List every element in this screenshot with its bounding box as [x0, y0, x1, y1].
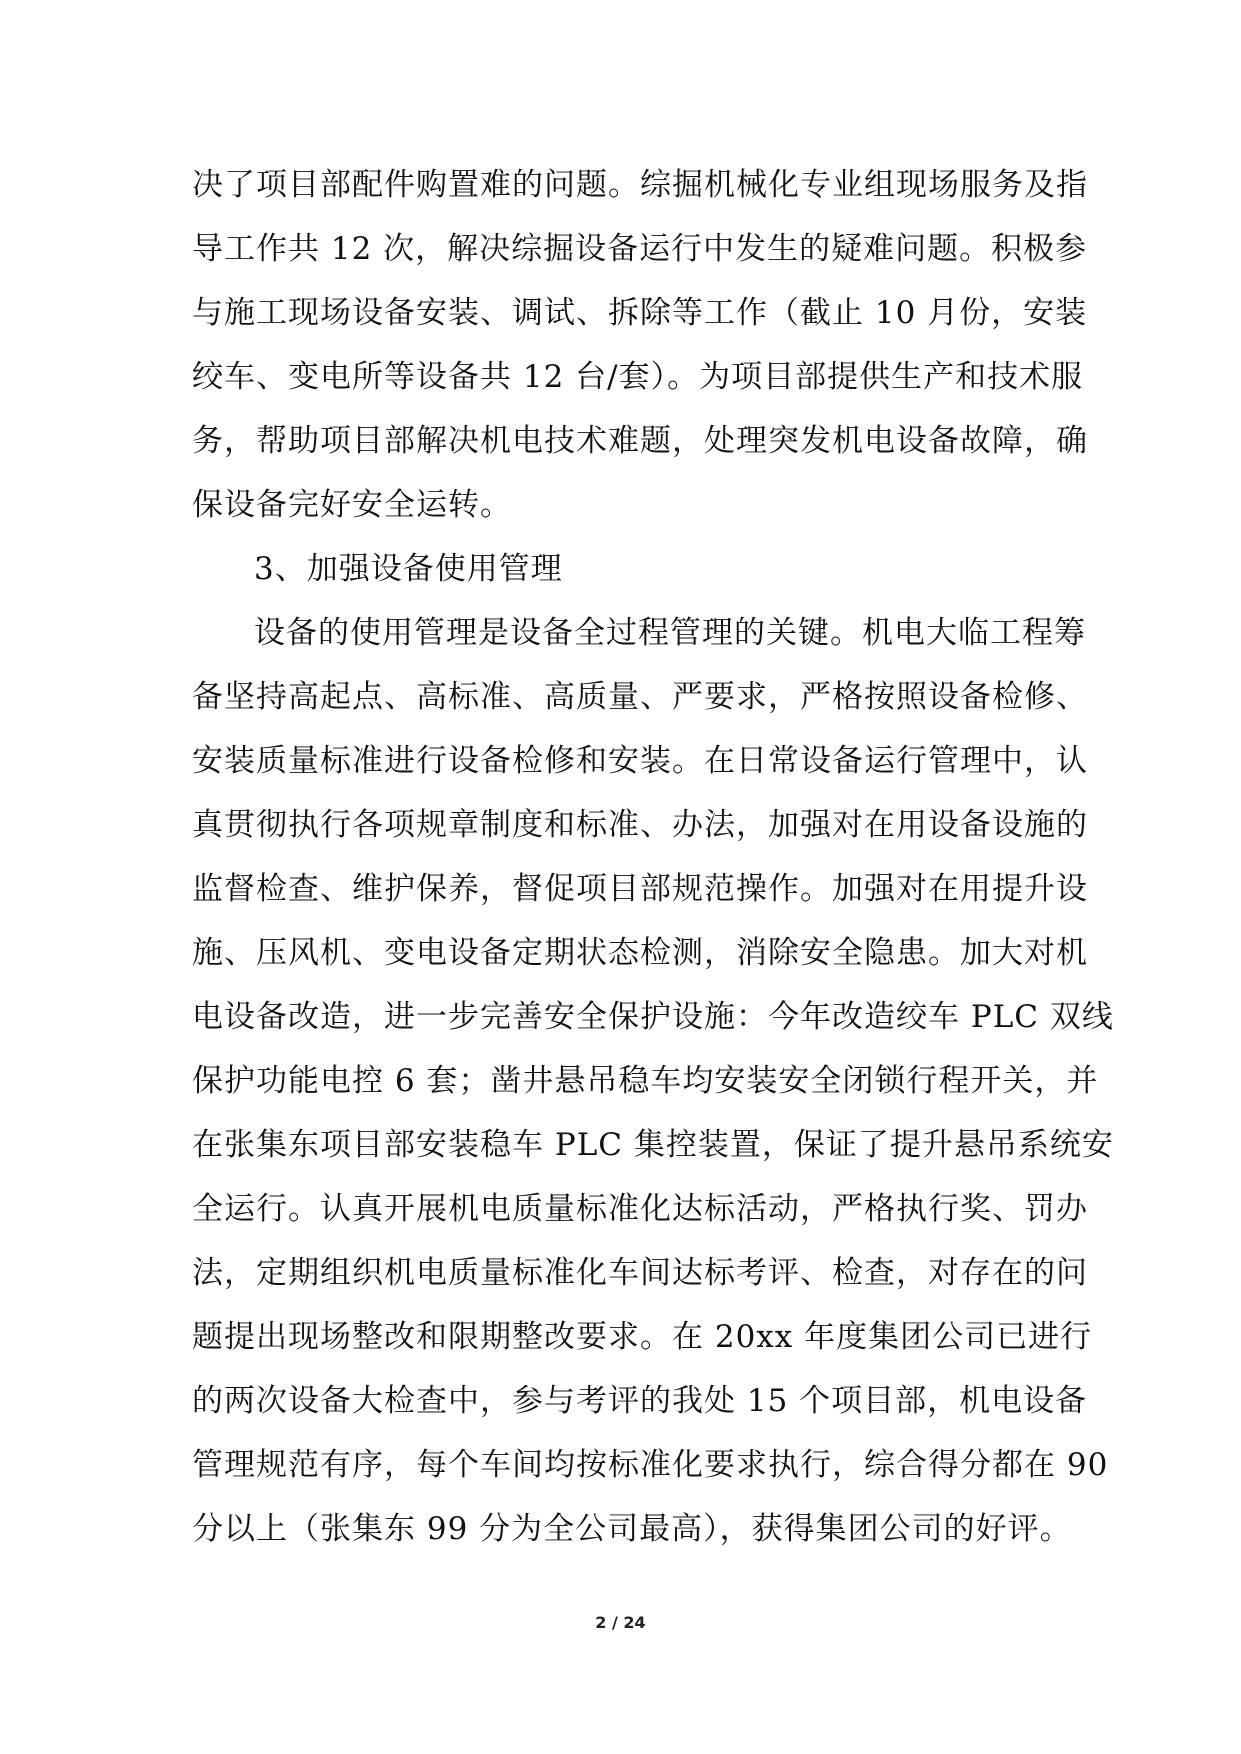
- text-line: 决了项目部配件购置难的问题。综掘机械化专业组现场服务及指: [192, 167, 1088, 203]
- section-heading: 3、加强设备使用管理: [254, 551, 563, 587]
- text-line: 导工作共 12 次，解决综掘设备运行中发生的疑难问题。积极参: [192, 231, 1088, 267]
- text-line: 全运行。认真开展机电质量标准化达标活动，严格执行奖、罚办: [192, 1191, 1088, 1227]
- text-line: 安装质量标准进行设备检修和安装。在日常设备运行管理中，认: [192, 743, 1088, 779]
- text-line: 真贯彻执行各项规章制度和标准、办法，加强对在用设备设施的: [192, 807, 1088, 843]
- text-line: 电设备改造，进一步完善安全保护设施：今年改造绞车 PLC 双线: [192, 999, 1114, 1035]
- text-line: 监督检查、维护保养，督促项目部规范操作。加强对在用提升设: [192, 871, 1088, 907]
- page-number: 2 / 24: [595, 1613, 646, 1632]
- text-line: 务，帮助项目部解决机电技术难题，处理突发机电设备故障，确: [192, 423, 1088, 459]
- text-line: 保设备完好安全运转。: [192, 487, 512, 523]
- text-line: 管理规范有序，每个车间均按标准化要求执行，综合得分都在 90: [192, 1447, 1109, 1483]
- text-line: 分以上（张集东 99 分为全公司最高），获得集团公司的好评。: [192, 1511, 1072, 1547]
- text-line: 备坚持高起点、高标准、高质量、严要求，严格按照设备检修、: [192, 679, 1088, 715]
- text-line: 施、压风机、变电设备定期状态检测，消除安全隐患。加大对机: [192, 935, 1088, 971]
- text-line: 保护功能电控 6 套；凿井悬吊稳车均安装安全闭锁行程开关，并: [192, 1063, 1099, 1099]
- text-line: 题提出现场整改和限期整改要求。在 20xx 年度集团公司已进行: [192, 1319, 1093, 1355]
- text-line: 与施工现场设备安装、调试、拆除等工作（截止 10 月份，安装: [192, 295, 1088, 331]
- body-text: [192, 153, 1114, 1561]
- text-line: 设备的使用管理是设备全过程管理的关键。机电大临工程筹: [254, 615, 1086, 651]
- text-line: 在张集东项目部安装稳车 PLC 集控装置，保证了提升悬吊系统安: [192, 1127, 1114, 1163]
- text-line: 法，定期组织机电质量标准化车间达标考评、检查，对存在的问: [192, 1255, 1088, 1291]
- text-line: 的两次设备大检查中，参与考评的我处 15 个项目部，机电设备: [192, 1383, 1088, 1419]
- text-line: 绞车、变电所等设备共 12 台/套）。为项目部提供生产和技术服: [192, 359, 1084, 395]
